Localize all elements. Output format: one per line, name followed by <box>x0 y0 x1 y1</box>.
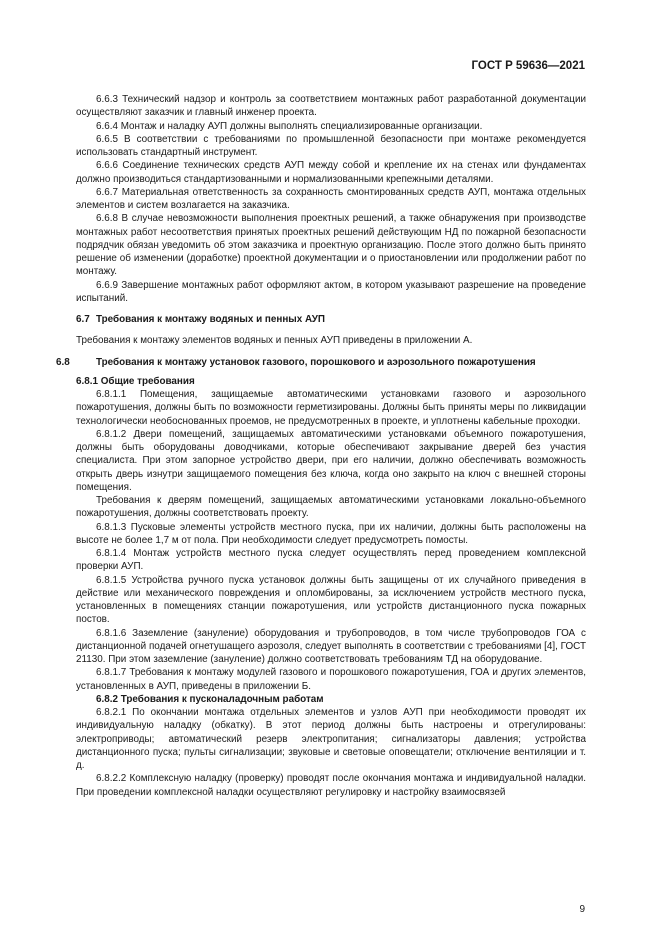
paragraph-6-6-6: 6.6.6 Соединение технических средств АУП между собой и крепление их на стенах или фундаментах должно производиться стандартизованными и нормализованными крепежными деталями. <box>76 160 586 185</box>
section-title: Требования к монтажу установок газового, порошкового и аэрозольного пожаротушения <box>96 356 536 368</box>
paragraph-6-6-8: 6.6.8 В случае невозможности выполнения проектных решений, а также обнаружения при производстве монтажных работ несоответствия принятых проектных решений действующим НД по пожарной безопасности подрядчик обязан уведомить об этом заказчика и проектную организацию. После этого должно быть принято решение об изменении (доработке) проектной документации и о приостановлении или продолжении работ по монтажу. <box>76 213 586 278</box>
section-6-7-text: Требования к монтажу элементов водяных и пенных АУП приведены в приложении А. <box>76 335 473 347</box>
paragraph-6-6-9: 6.6.9 Завершение монтажных работ оформляют актом, в котором указывают разрешение на проведение испытаний. <box>76 279 586 304</box>
paragraph-6-6-3: 6.6.3 Технический надзор и контроль за соответствием монтажных работ разработанной документации осуществляют заказчик и главный инженер проекта. <box>76 94 586 119</box>
paragraph-6-8-1-5: 6.8.1.5 Устройства ручного пуска установок должны быть защищены от их случайного приведения в действие или механического повреждения и опломбированы, за исключением устройств местного пуска, установленных в помещениях станции пожаротушения, или устройств дистанционного пуска пожарных постов. <box>76 574 586 626</box>
paragraph-6-8-2-1: 6.8.2.1 По окончании монтажа отдельных элементов и узлов АУП при необходимости проводят их индивидуальную наладку (обкатку). В этот период должны быть настроены и отрегулированы: электроприводы; автоматический резерв электропитания; сигнализаторы давления; устройства дистанционного пуска; пульты сигнализации; звуковые и световые оповещатели; отключение вентиляции и т. д. <box>76 707 586 771</box>
paragraph-6-6-7: 6.6.7 Материальная ответственность за сохранность смонтированных средств АУП, монтажа отдельных элементов и систем возлагается на заказчика. <box>76 186 586 211</box>
section-heading-6-8 <box>56 356 586 369</box>
paragraph-6-8-1-2: 6.8.1.2 Двери помещений, защищаемых автоматическими установками объемного пожаротушения, должны быть оборудованы доводчиками, которые обеспечивают закрывание дверей без участия специалиста. При этом запорное устройство двери, при его наличии, должно обеспечивать возможность открыть дверь изнутри защищаемого помещения без ключа, когда оно закрыто на ключ с внешней стороны помещения. <box>76 428 586 493</box>
paragraph-6-8-2-2: 6.8.2.2 Комплексную наладку (проверку) проводят после окончания монтажа и индивидуальной наладки. При проведении комплексной наладки осуществляют регулировку и настройку взаимосвязей <box>76 773 586 798</box>
paragraph-doors-requirements: Требования к дверям помещений, защищаемых автоматическими установками локально-объемного пожаротушения, должны соответствовать проекту. <box>76 495 586 520</box>
paragraph-6-6-5: 6.6.5 В соответствии с требованиями по промышленной безопасности при монтаже рекомендуется использовать стандартный инструмент. <box>76 133 586 158</box>
paragraph-6-8-1-7: 6.8.1.7 Требования к монтажу модулей газового и порошкового пожаротушения, ГОА и других элементов, установленных в АУП, приведены в приложении Б. <box>76 667 586 692</box>
page-body <box>56 93 586 799</box>
paragraph-6-8-1-4: 6.8.1.4 Монтаж устройств местного пуска следует осуществлять перед проведением комплексной проверки АУП. <box>76 548 586 573</box>
paragraph-6-6-4: 6.6.4 Монтаж и наладку АУП должны выполнять специализированные организации. <box>96 120 483 132</box>
section-title: Требования к монтажу водяных и пенных АУП <box>96 314 325 325</box>
paragraph-6-8-1-3: 6.8.1.3 Пусковые элементы устройств местного пуска, при их наличии, должны быть расположены на высоте не более 1,7 м от пола. При необходимости следует предусмотреть помосты. <box>76 521 586 546</box>
page-number: 9 <box>579 904 585 915</box>
paragraph-6-8-1-6: 6.8.1.6 Заземление (зануление) оборудования и трубопроводов, в том числе трубопроводов ГОА с дистанционной подачей огнетушащего аэрозоля, следует выполнять в соответствии с требованиями [4], ГОСТ 21130. При этом заземление (зануление) должно соответствовать требованиям ТД на оборудование. <box>76 627 586 665</box>
section-number: 6.7 <box>76 314 90 325</box>
spacer <box>76 326 586 334</box>
spacer <box>76 305 586 313</box>
section-heading-6-7 <box>76 313 586 326</box>
section-number: 6.8 <box>56 356 70 368</box>
subsection-heading-6-8-2: 6.8.2 Требования к пусконаладочным работам <box>96 693 324 705</box>
paragraph-6-8-1-1: 6.8.1.1 Помещения, защищаемые автоматическими установками газового и аэрозольного пожаротушения, должны быть по возможности герметизированы. Должны быть приняты меры по ликвидации технологически необоснованных проемов, не предусмотренных в проекте, и уплотнены кабельные проходки. <box>76 389 586 427</box>
spacer <box>76 348 586 356</box>
document-code-header: ГОСТ Р 59636—2021 <box>471 60 585 72</box>
subsection-heading-6-8-1: 6.8.1 Общие требования <box>76 375 195 387</box>
